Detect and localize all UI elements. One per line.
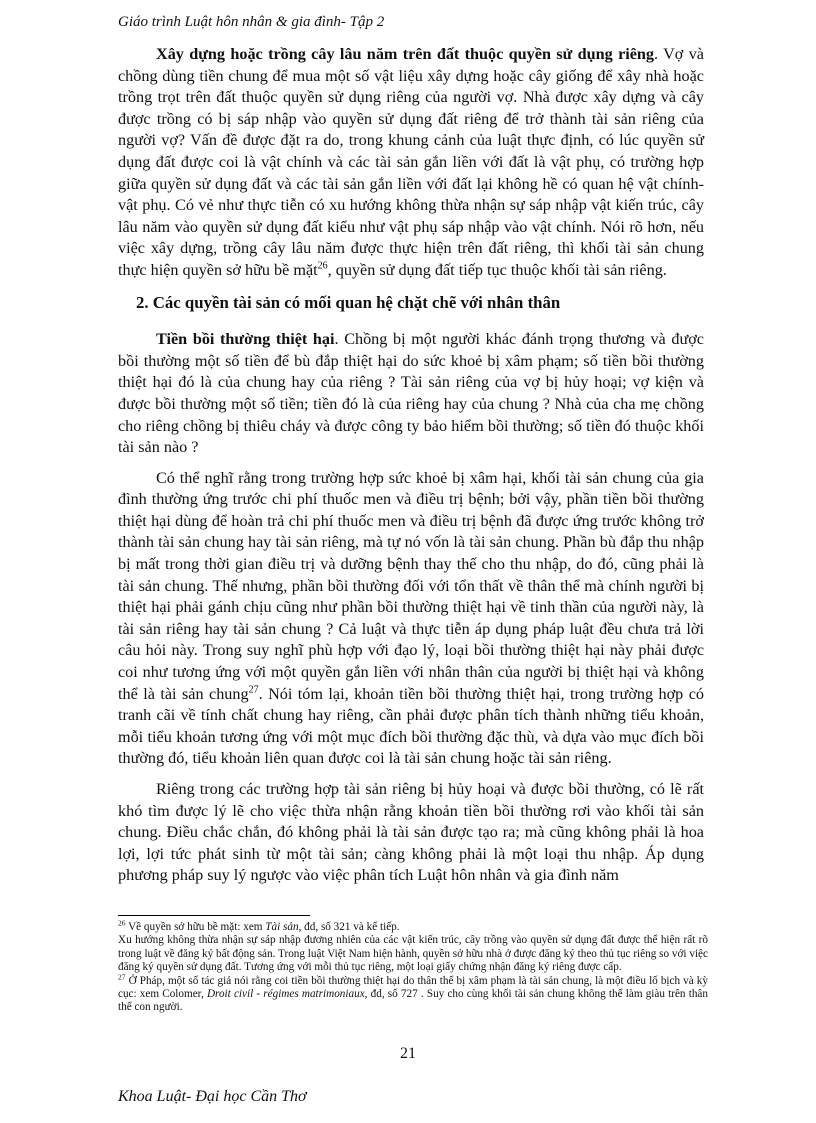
- footnote-ref-26[interactable]: 26: [317, 260, 328, 272]
- paragraph-text-tail: . Nói tóm lại, khoản tiền bồi thường thiệt hại, trong trường hợp có tranh cãi về tính chất chung hay riêng, cần phải được phân tích thành những tiểu khoản, mỗi tiểu khoản tương ứng với một mục đích bồi thường đặc thù, và dựa vào mục đích bồi thường đó, tiểu khoản liên quan được coi là tài sản chung hoặc tài sản riêng.: [118, 684, 704, 768]
- paragraph-damages: [118, 329, 704, 459]
- footnote-number: 27: [118, 971, 126, 981]
- paragraph-lead: Xây dựng hoặc trồng cây lâu năm trên đất thuộc quyền sử dụng riêng: [156, 45, 655, 63]
- paragraph-text: Riêng trong các trường hợp tài sản riêng bị hủy hoại và được bồi thường, có lẽ rất khó tìm được lý lẽ cho việc thừa nhận rằng khoản tiền bồi thường rơi vào khối tài sản chung. Điều chắc chắn, đó không phải là tài sản được tạo ra; mà cũng không phải là hoa lợi, lợi tức phát sinh từ một tài sản; càng không phải là một loại thu nhập. Áp dụng phương pháp suy lý ngược vào việc phân tích Luật hôn nhân và gia đình năm: [118, 780, 704, 885]
- paragraph-land-use: [118, 44, 704, 282]
- footnote-citation: Droit civil - régimes matrimoniaux: [206, 988, 365, 1001]
- running-header: Giáo trình Luật hôn nhân & gia đình- Tập 2: [118, 14, 385, 30]
- paragraph-text-tail: , quyền sử dụng đất tiếp tục thuộc khối tài sản riêng.: [327, 260, 667, 279]
- footnote-text: Ở Pháp, một số tác giả nói rằng coi tiền bồi thường thiệt hại do thân thể bị xâm phạm là tài sản chung, là một điều lố bịch và kỳ cục: xem Colomer,: [118, 974, 708, 1001]
- footnote-separator: [118, 915, 310, 916]
- footnote-26: [118, 918, 708, 934]
- page-number: 21: [400, 1045, 416, 1062]
- paragraph-health: [118, 468, 704, 770]
- footnote-number: 26: [118, 918, 126, 928]
- footnote-citation: Tài sản: [265, 921, 299, 933]
- body-text: [118, 44, 704, 896]
- running-footer: Khoa Luật- Đại học Cần Thơ: [118, 1088, 307, 1105]
- paragraph-text: Có thể nghĩ rằng trong trường hợp sức khoẻ bị xâm hại, khối tài sản chung của gia đình thường ứng trước chi phí thuốc men và điều trị bệnh; bởi vậy, phần tiền bồi thường thiệt hại dùng để hoàn trả chi phí thuốc men và điều trị bệnh đã được ứng trước không trở thành tài sản chung hay tài sản riêng, mà tự nó vốn là tài sản chung. Phần bù đắp thu nhập bị mất trong thời gian điều trị và dưỡng bệnh thay thế cho thu nhập, do đó, cũng phải là tài sản chung. Thế nhưng, phần bồi thường đối với tổn thất về thân thể mà chính người bị thiệt hại phải gánh chịu cũng như phần bồi thường thiệt hại về tinh thần của người này, là tài sản riêng hay tài sản chung ? Cả luật và thực tiễn áp dụng pháp luật đều chưa trả lời câu hỏi này. Trong suy nghĩ phù hợp với đạo lý, loại bồi thường thiệt hại này phải được coi như tương ứng với một quyền gắn liền với nhân thân của người bị thiệt hại và không thể là tài sản chung: [118, 468, 704, 703]
- paragraph-text: . Chồng bị một người khác đánh trọng thương và được bồi thường một số tiền để bù đắp thiệt hại do sức khoẻ bị xâm phạm; số tiền bồi thường thiệt hại đó là của chung hay của riêng ? Tài sản riêng của vợ bị hủy hoại; vợ kiện và được bồi thường một số tiền; tiền đó là của riêng hay của chung ? Nhà của cha mẹ chồng cho riêng chồng bị thiêu cháy và được công ty bảo hiểm bồi thường; số tiền đó thuộc khối tài sản nào ?: [118, 330, 704, 457]
- paragraph-lead: Tiền bồi thường thiệt hại: [156, 330, 335, 349]
- footnote-26-continuation: Xu hướng không thừa nhận sự sáp nhập đương nhiên của các vật kiến trúc, cây trồng vào quyền sử dụng đất được thể hiện rất rõ trong luật về đăng ký bất động sản. Trong luật Việt Nam hiện hành, quyền sở hữu nhà ở được đăng ký theo thủ tục riêng so với việc đăng ký quyền sử dụng đất. Tương ứng với mỗi thủ tục riêng, một loại giấy chứng nhận đăng ký riêng được cấp.: [118, 934, 708, 974]
- footnote-27: [118, 971, 708, 1015]
- paragraph-text: . Vợ và chồng dùng tiền chung để mua một số vật liệu xây dựng hoặc cây giống để xây nhà hoặc trồng trọt trên đất thuộc quyền sử dụng riêng của người vợ. Nhà được xây dựng và cây được trồng có bị sáp nhập vào quyền sử dụng đất riêng để trở thành tài sản riêng của người vợ? Vấn đề được đặt ra do, trong khung cảnh của luật thực định, có lúc quyền sử dụng đất được coi là vật chính và các tài sản gắn liền với đất là vật phụ, có trường hợp giữa quyền sử dụng đất và các tài sản gắn liền với đất lại không hề có quan hệ vật chính-vật phụ. Có vẻ như thực tiễn có xu hướng không thừa nhận sự sáp nhập vật kiến trúc, cây lâu năm vào quyền sử dụng đất kiểu như vật phụ sáp nhập vào vật chính. Nói rõ hơn, nếu việc xây dựng, trồng cây lâu năm được thực hiện trên đất riêng, thì khối tài sản chung thực hiện quyền sở hữu bề mặt: [118, 45, 704, 279]
- footnote-text: , đd, số 727 . Suy cho cùng khối tài sản chung không thể làm giàu trên thân thể con người.: [118, 988, 708, 1014]
- footnote-ref-27[interactable]: 27: [248, 684, 259, 696]
- footnotes: [118, 918, 708, 1015]
- paragraph-destroyed-property: [118, 779, 704, 887]
- footnote-text: , đd, số 321 và kế tiếp.: [298, 921, 400, 933]
- footnote-text: Về quyền sở hữu bề mặt: xem: [125, 921, 266, 933]
- section-heading: 2. Các quyền tài sản có mối quan hệ chặt chẽ với nhân thân: [136, 292, 561, 312]
